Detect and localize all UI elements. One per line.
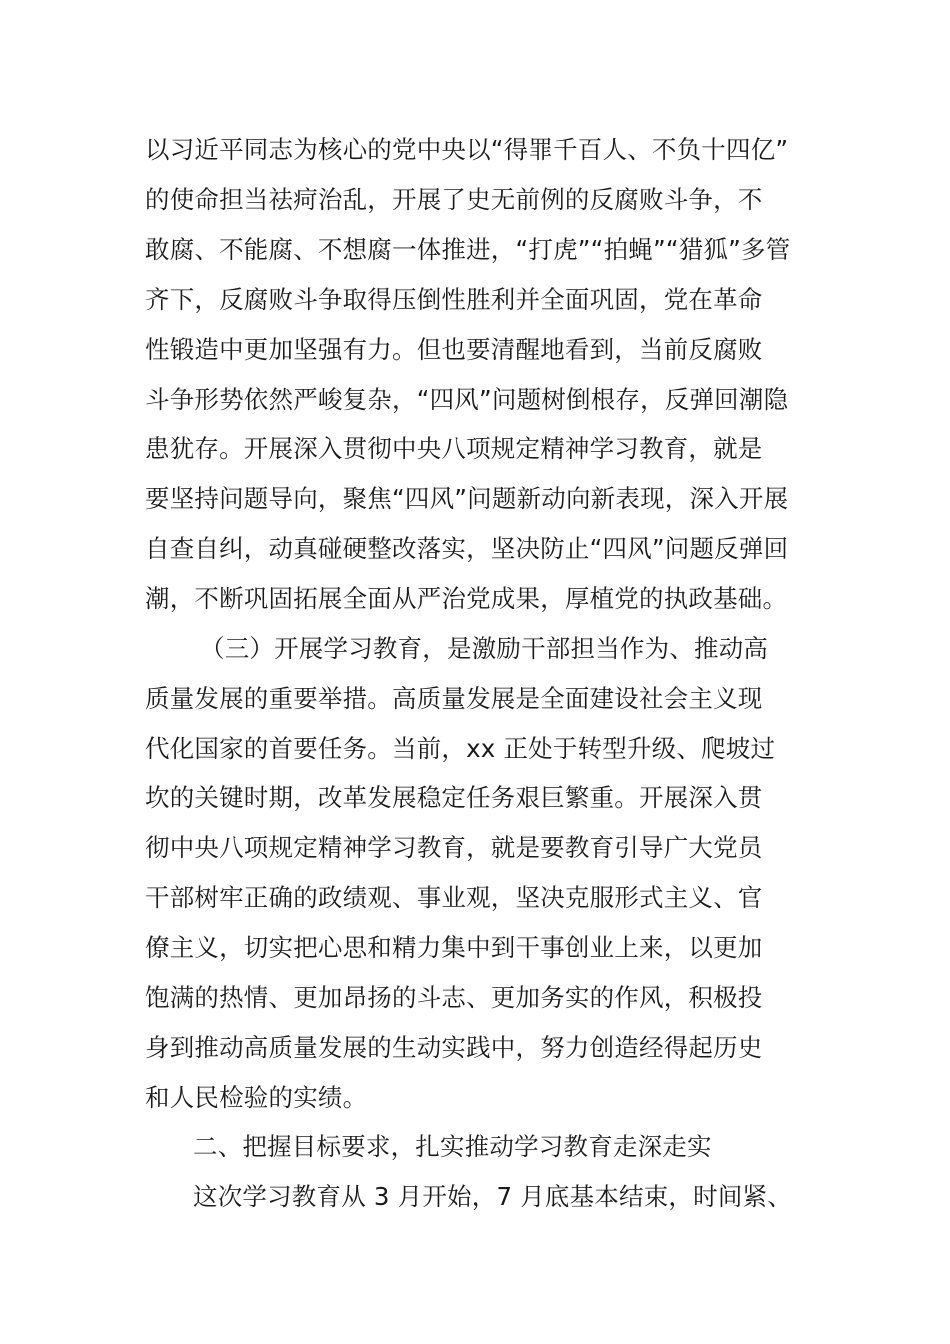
text-line: 自查自纠，动真碰硬整改落实，坚决防止“四风”问题反弹回	[145, 534, 789, 563]
text-line: 质量发展的重要举措。高质量发展是全面建设社会主义现	[145, 684, 763, 713]
text-line: 性锻造中更加坚强有力。但也要清醒地看到，当前反腐败	[145, 335, 763, 364]
text-line: 和人民检验的实绩。	[145, 1083, 368, 1112]
text-line: 彻中央八项规定精神学习教育，就是要教育引导广大党员	[145, 833, 763, 862]
text-line: 齐下，反腐败斗争取得压倒性胜利并全面巩固，党在革命	[145, 285, 763, 314]
text-line: 斗争形势依然严峻复杂，“四风”问题树倒根存，反弹回潮隐	[145, 385, 789, 414]
text-line: 的使命担当祛疴治乱，开展了史无前例的反腐败斗争，不	[145, 185, 763, 214]
text-line: 身到推动高质量发展的生动实践中，努力创造经得起历史	[145, 1033, 763, 1062]
text-line: 潮，不断巩固拓展全面从严治党成果，厚植党的执政基础。	[145, 584, 788, 613]
text-line: 干部树牢正确的政绩观、事业观，坚决克服形式主义、官	[145, 883, 763, 912]
text-line: 要坚持问题导向，聚焦“四风”问题新动向新表现，深入开展	[145, 484, 789, 513]
text-line: 饱满的热情、更加昂扬的斗志、更加务实的作风，积极投	[145, 983, 763, 1012]
text-line: 僚主义，切实把心思和精力集中到干事创业上来，以更加	[145, 933, 763, 962]
text-line: 敢腐、不能腐、不想腐一体推进，“打虎”“拍蝇”“猎狐”多管	[145, 235, 791, 264]
text-line: 以习近平同志为核心的党中央以“得罪千百人、不负十四亿”	[145, 135, 789, 164]
section-heading: 二、把握目标要求，扎实推动学习教育走深走实	[193, 1132, 712, 1161]
text-line: 代化国家的首要任务。当前，xx 正处于转型升级、爬坡过	[145, 734, 776, 763]
section-heading-line: （三）开展学习教育，是激励干部担当作为、推动高	[200, 634, 769, 663]
text-line: 患犹存。开展深入贯彻中央八项规定精神学习教育，就是	[145, 434, 763, 463]
text-line: 这次学习教育从 3 月开始，7 月底基本结束，时间紧、	[193, 1182, 792, 1211]
text-line: 坎的关键时期，改革发展稳定任务艰巨繁重。开展深入贯	[145, 783, 763, 812]
